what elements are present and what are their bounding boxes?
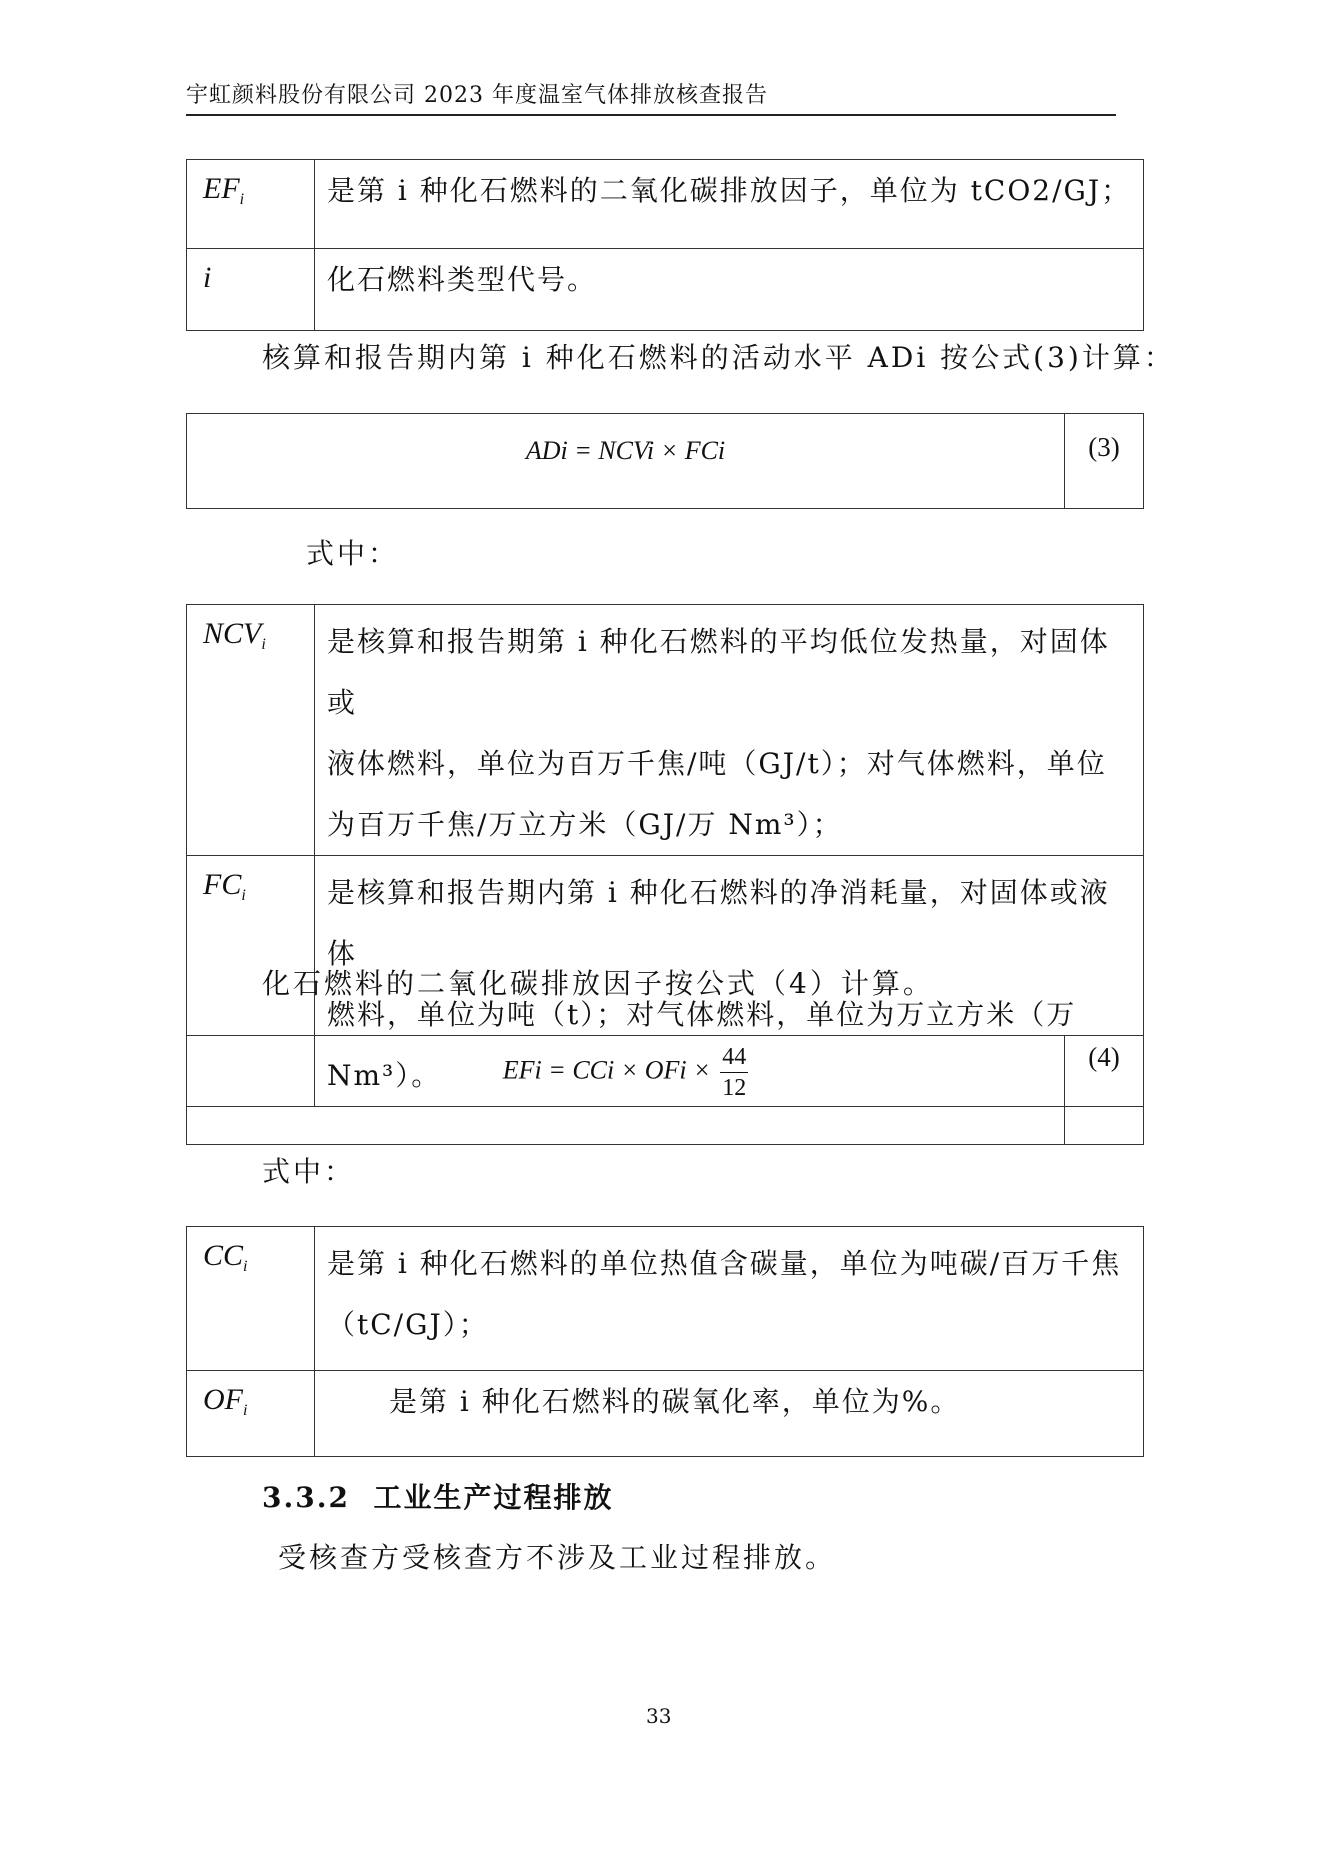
definition-cell: 是第 i 种化石燃料的二氧化碳排放因子，单位为 tCO2/GJ；	[315, 160, 1144, 249]
equation-4-formula: EFi = CCi × OFi × $\frac{44}{12}$	[187, 1036, 1065, 1145]
table-row	[187, 160, 1144, 249]
page-header-title: 宇虹颜料股份有限公司 2023 年度温室气体排放核查报告	[186, 83, 768, 108]
equation-3-formula: ADi = NCVi × FCi	[187, 414, 1065, 509]
section-number: 3.3.2	[262, 1481, 350, 1514]
fraction	[720, 1042, 748, 1103]
shizhong-label-2: 式中：	[262, 1155, 356, 1188]
definition-line: 是第 i 种化石燃料的单位热值含碳量，单位为吨碳/百万千焦	[327, 1247, 1122, 1280]
fraction-numerator: 44	[720, 1042, 748, 1073]
definition-cell	[315, 605, 1144, 856]
definition-line: 是核算和报告期内第 i 种化石燃料的净消耗量，对固体或液体	[327, 876, 1110, 970]
symbol-cell: $OF_i$	[187, 1371, 315, 1457]
paragraph-ef: 化石燃料的二氧化碳排放因子按公式（4）计算。	[262, 967, 934, 1000]
ncv-fc-definition-table	[186, 604, 1144, 1107]
section-title: 工业生产过程排放	[373, 1481, 614, 1514]
equation-3-number: (3)	[1065, 414, 1144, 509]
definition-line: （tC/GJ）；	[327, 1308, 489, 1341]
fraction-denominator: 12	[722, 1075, 747, 1101]
table-row	[187, 1371, 1144, 1457]
definition-cell	[315, 1227, 1144, 1371]
symbol-cell: $EF_i$	[187, 160, 315, 249]
equation-4-number: (4)	[1065, 1036, 1144, 1145]
definition-line: 燃料，单位为吨（t）；对气体燃料，单位为万立方米（万 Nm³）。	[327, 998, 1077, 1092]
table-row	[187, 1227, 1144, 1371]
symbol-cell: $NCV_i$	[187, 605, 315, 856]
definition-line: 为百万千焦/万立方米（GJ/万 Nm³）；	[327, 808, 843, 841]
section-heading	[262, 1476, 613, 1516]
table-row	[187, 249, 1144, 331]
definition-cell: 化石燃料类型代号。	[315, 249, 1144, 331]
paragraph-ad: 核算和报告期内第 i 种化石燃料的活动水平 ADi 按公式(3)计算：	[262, 341, 1175, 374]
definition-line: 液体燃料，单位为百万千焦/吨（GJ/t）；对气体燃料，单位	[327, 747, 1107, 780]
definition-line: 是核算和报告期第 i 种化石燃料的平均低位发热量，对固体或	[327, 625, 1110, 719]
equation-3-table	[186, 413, 1144, 509]
symbol-cell: $FC_i$	[187, 856, 315, 1107]
page-number: 33	[646, 1704, 672, 1728]
equation-4-table	[186, 1035, 1144, 1145]
shizhong-label-1: 式中：	[306, 537, 400, 570]
symbol-cell: i	[187, 249, 315, 331]
definition-cell: 是第 i 种化石燃料的碳氧化率，单位为%。	[315, 1371, 1144, 1457]
symbol-cell: $CC_i$	[187, 1227, 315, 1371]
header-rule	[186, 114, 1116, 116]
section-body: 受核查方受核查方不涉及工业过程排放。	[278, 1541, 837, 1574]
cc-of-definition-table	[186, 1226, 1144, 1457]
ef-definition-table	[186, 159, 1144, 331]
table-row	[187, 605, 1144, 856]
